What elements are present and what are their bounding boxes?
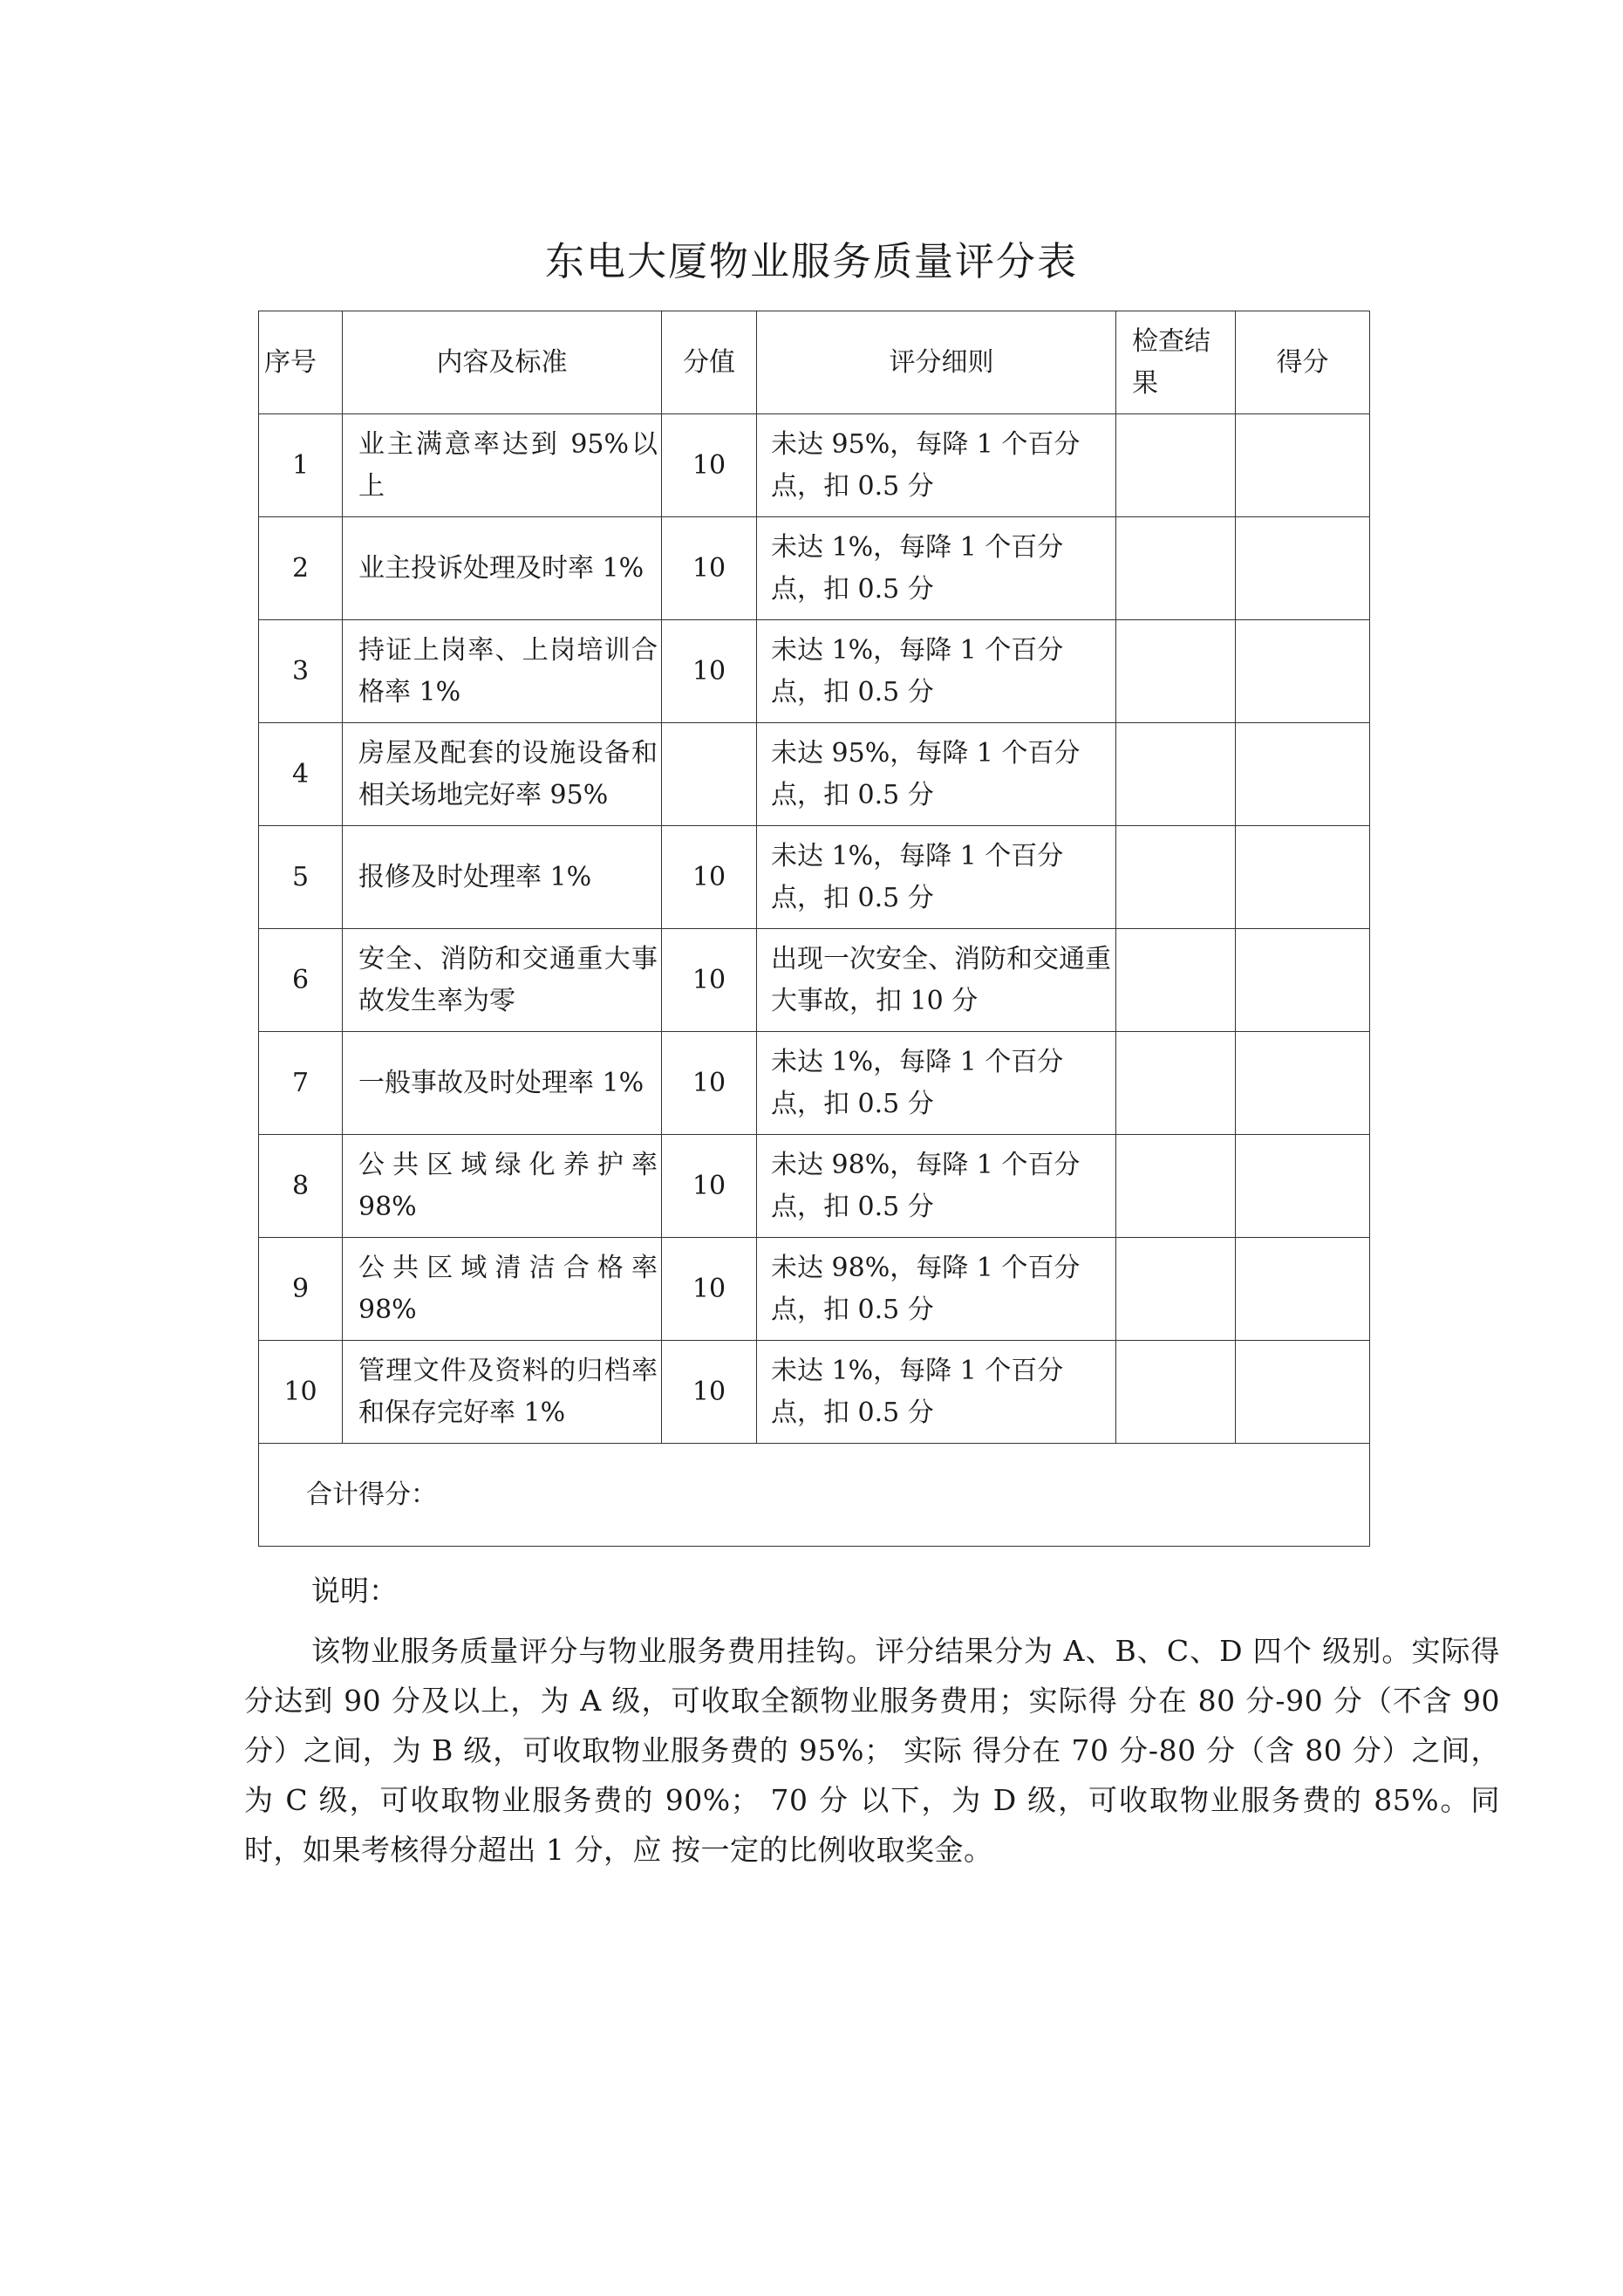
row-rule: 未达 1%，每降 1 个百分 点，扣 0.5 分 bbox=[757, 826, 1116, 929]
row-content: 管理文件及资料的归档率和保存完好率 1% bbox=[343, 1341, 662, 1444]
row-index: 8 bbox=[259, 1135, 343, 1238]
row-index: 9 bbox=[259, 1238, 343, 1341]
row-content: 持证上岗率、上岗培训合格率 1% bbox=[343, 620, 662, 723]
row-result-cell[interactable] bbox=[1236, 620, 1370, 723]
row-score: 10 bbox=[662, 414, 757, 517]
row-content: 报修及时处理率 1% bbox=[343, 826, 662, 929]
row-rule: 未达 95%，每降 1 个百分点，扣 0.5 分 bbox=[757, 414, 1116, 517]
table-row bbox=[259, 1341, 1370, 1444]
row-check-cell[interactable] bbox=[1116, 723, 1236, 826]
row-result-cell[interactable] bbox=[1236, 517, 1370, 620]
total-label[interactable]: 合计得分： bbox=[259, 1444, 1370, 1547]
row-rule: 未达 1%，每降 1 个百分 点，扣 0.5 分 bbox=[757, 1341, 1116, 1444]
row-index: 4 bbox=[259, 723, 343, 826]
row-check-cell[interactable] bbox=[1116, 1135, 1236, 1238]
row-content: 公共区域清洁合格率 98% bbox=[343, 1238, 662, 1341]
row-rule: 未达 1%，每降 1 个百分 点，扣 0.5 分 bbox=[757, 1032, 1116, 1135]
row-score: 10 bbox=[662, 1341, 757, 1444]
row-index: 6 bbox=[259, 929, 343, 1032]
row-result-cell[interactable] bbox=[1236, 723, 1370, 826]
row-index: 3 bbox=[259, 620, 343, 723]
row-result-cell[interactable] bbox=[1236, 1135, 1370, 1238]
row-rule: 未达 95%，每降 1 个百分点，扣 0.5 分 bbox=[757, 723, 1116, 826]
row-result-cell[interactable] bbox=[1236, 1238, 1370, 1341]
row-content: 业主投诉处理及时率 1% bbox=[343, 517, 662, 620]
row-score: 10 bbox=[662, 620, 757, 723]
header-content: 内容及标准 bbox=[343, 311, 662, 414]
table-row bbox=[259, 826, 1370, 929]
table-row bbox=[259, 723, 1370, 826]
row-index: 10 bbox=[259, 1341, 343, 1444]
row-content: 公共区域绿化养护率 98% bbox=[343, 1135, 662, 1238]
header-score: 分值 bbox=[662, 311, 757, 414]
row-index: 7 bbox=[259, 1032, 343, 1135]
row-result-cell[interactable] bbox=[1236, 929, 1370, 1032]
row-rule: 未达 1%，每降 1 个百分 点，扣 0.5 分 bbox=[757, 620, 1116, 723]
row-score bbox=[662, 723, 757, 826]
header-index: 序号 bbox=[259, 311, 343, 414]
row-score: 10 bbox=[662, 929, 757, 1032]
row-result-cell[interactable] bbox=[1236, 1341, 1370, 1444]
row-rule: 出现一次安全、消防和交通重大事故，扣 10 分 bbox=[757, 929, 1116, 1032]
table-row bbox=[259, 620, 1370, 723]
table-row bbox=[259, 1032, 1370, 1135]
table-header-row bbox=[259, 311, 1370, 414]
row-check-cell[interactable] bbox=[1116, 1238, 1236, 1341]
header-result: 得分 bbox=[1236, 311, 1370, 414]
row-check-cell[interactable] bbox=[1116, 620, 1236, 723]
row-score: 10 bbox=[662, 826, 757, 929]
row-content: 房屋及配套的设施设备和相关场地完好率 95% bbox=[343, 723, 662, 826]
notes-section bbox=[244, 1567, 1500, 1875]
notes-body: 该物业服务质量评分与物业服务费用挂钩。评分结果分为 A、B、C、D 四个 级别。实际得分达到 90 分及以上，为 A 级，可收取全额物业服务费用；实际得 分在 80 分-90 分（不含 90 分）之间，为 B 级，可收取物业服务费的 95%； 实际 得分在 70 分-80 分（含 80 分）之间，为 C 级，可收取物业服务费的 90%； 70 分 以下，为 D 级，可收取物业服务费的 85%。同时，如果考核得分超出 1 分，应 按一定的比例收取奖金。 bbox=[244, 1634, 1500, 1867]
table-row bbox=[259, 1135, 1370, 1238]
table-row bbox=[259, 929, 1370, 1032]
score-table bbox=[258, 311, 1370, 1547]
row-result-cell[interactable] bbox=[1236, 826, 1370, 929]
row-score: 10 bbox=[662, 517, 757, 620]
row-content: 安全、消防和交通重大事故发生率为零 bbox=[343, 929, 662, 1032]
row-content: 业主满意率达到 95%以上 bbox=[343, 414, 662, 517]
notes-label: 说明： bbox=[311, 1574, 398, 1608]
row-index: 2 bbox=[259, 517, 343, 620]
row-score: 10 bbox=[662, 1032, 757, 1135]
row-result-cell[interactable] bbox=[1236, 1032, 1370, 1135]
page-title: 东电大厦物业服务质量评分表 bbox=[544, 238, 1078, 284]
table-row bbox=[259, 517, 1370, 620]
table-row bbox=[259, 414, 1370, 517]
row-check-cell[interactable] bbox=[1116, 517, 1236, 620]
row-check-cell[interactable] bbox=[1116, 1032, 1236, 1135]
row-rule: 未达 1%，每降 1 个百分 点，扣 0.5 分 bbox=[757, 517, 1116, 620]
row-check-cell[interactable] bbox=[1116, 1341, 1236, 1444]
row-score: 10 bbox=[662, 1135, 757, 1238]
row-content: 一般事故及时处理率 1% bbox=[343, 1032, 662, 1135]
total-row bbox=[259, 1444, 1370, 1547]
row-index: 1 bbox=[259, 414, 343, 517]
row-check-cell[interactable] bbox=[1116, 414, 1236, 517]
row-rule: 未达 98%，每降 1 个百分点，扣 0.5 分 bbox=[757, 1238, 1116, 1341]
header-check: 检查结果 bbox=[1116, 311, 1236, 414]
row-index: 5 bbox=[259, 826, 343, 929]
row-rule: 未达 98%，每降 1 个百分点，扣 0.5 分 bbox=[757, 1135, 1116, 1238]
row-check-cell[interactable] bbox=[1116, 929, 1236, 1032]
row-check-cell[interactable] bbox=[1116, 826, 1236, 929]
row-result-cell[interactable] bbox=[1236, 414, 1370, 517]
header-rule: 评分细则 bbox=[757, 311, 1116, 414]
row-score: 10 bbox=[662, 1238, 757, 1341]
table-row bbox=[259, 1238, 1370, 1341]
